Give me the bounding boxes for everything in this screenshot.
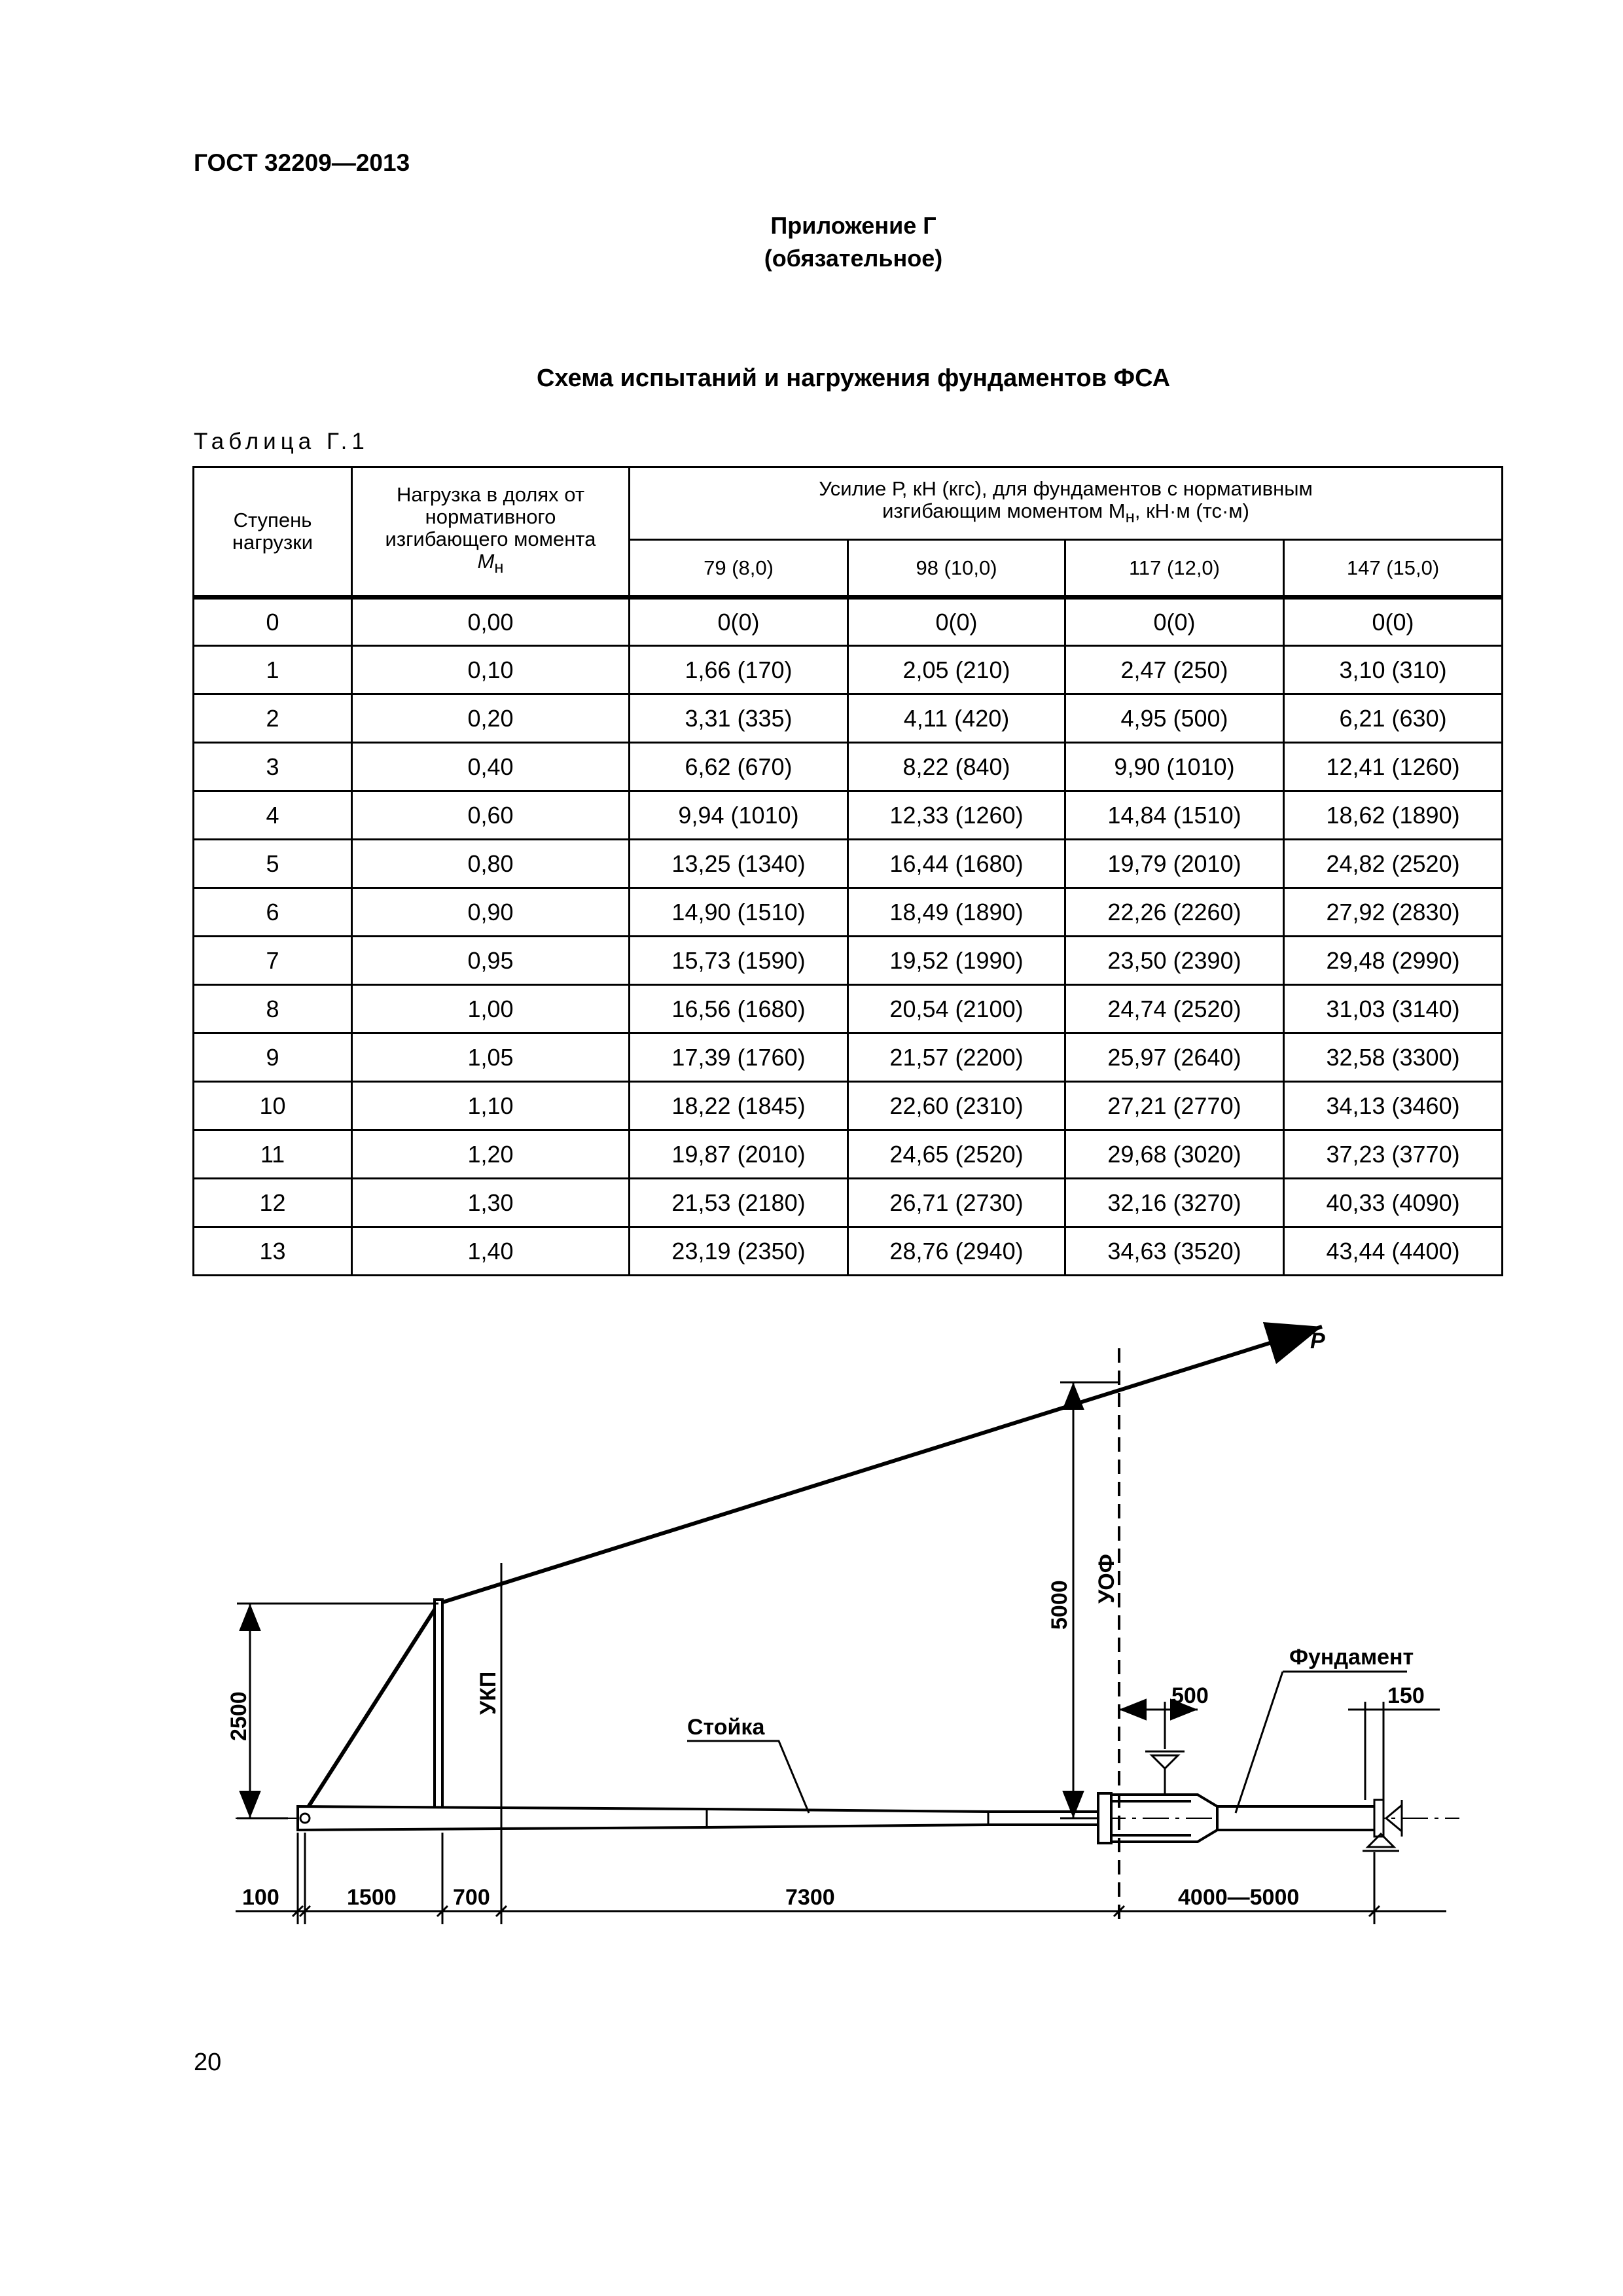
table-cell: 15,73 (1590)	[630, 937, 848, 985]
table-cell: 40,33 (4090)	[1284, 1179, 1503, 1227]
table-cell: 14,84 (1510)	[1065, 791, 1284, 840]
table-cell: 29,68 (3020)	[1065, 1130, 1284, 1179]
table-cell: 22,26 (2260)	[1065, 888, 1284, 937]
table-row	[194, 791, 1503, 840]
table-row	[194, 937, 1503, 985]
table-cell: 0,00	[352, 598, 630, 646]
table-cell: 18,62 (1890)	[1284, 791, 1503, 840]
uof-label: УОФ	[1094, 1554, 1119, 1604]
table-cell: 19,52 (1990)	[848, 937, 1065, 985]
header-force-line2-b: , кН·м (тс·м)	[1134, 499, 1249, 523]
table-cell: 14,90 (1510)	[630, 888, 848, 937]
table-cell: 1,20	[352, 1130, 630, 1179]
table-cell: 0(0)	[1065, 598, 1284, 646]
table-cell: 12	[194, 1179, 352, 1227]
table-cell: 3,31 (335)	[630, 694, 848, 743]
table-cell: 4,11 (420)	[848, 694, 1065, 743]
table-cell: 0,95	[352, 937, 630, 985]
table-cell: 34,13 (3460)	[1284, 1082, 1503, 1130]
support-top-500	[1145, 1751, 1185, 1795]
load-table	[192, 466, 1503, 1276]
header-force-line2-a: изгибающим моментом М	[882, 499, 1126, 523]
header-force-line2	[630, 500, 1501, 528]
table-cell: 0(0)	[848, 598, 1065, 646]
header-force-line1: Усилие Р, кН (кгс), для фундаментов с нормативным	[819, 477, 1313, 501]
table-cell: 13	[194, 1227, 352, 1276]
table-cell: 1,05	[352, 1033, 630, 1082]
table-row	[194, 1130, 1503, 1179]
table-cell: 34,63 (3520)	[1065, 1227, 1284, 1276]
table-row	[194, 1082, 1503, 1130]
table-row	[194, 1033, 1503, 1082]
table-row	[194, 743, 1503, 791]
table-cell: 0	[194, 598, 352, 646]
table-row	[194, 840, 1503, 888]
header-load-fraction-text: Нагрузка в долях от нормативного изгибающего момента	[385, 483, 596, 551]
table-cell: 10	[194, 1082, 352, 1130]
table-row	[194, 888, 1503, 937]
header-force	[630, 467, 1503, 540]
table-cell: 20,54 (2100)	[848, 985, 1065, 1033]
header-moment-98: 98 (10,0)	[848, 540, 1065, 598]
table-cell: 1,40	[352, 1227, 630, 1276]
table-label: Таблица Г.1	[194, 429, 369, 454]
pull-cable	[438, 1327, 1322, 1604]
page-number: 20	[194, 2049, 222, 2076]
header-moment-117: 117 (12,0)	[1065, 540, 1284, 598]
dim-500: 500	[1171, 1683, 1209, 1708]
appendix-status: (обязательное)	[764, 245, 943, 272]
table-cell: 6,21 (630)	[1284, 694, 1503, 743]
table-cell: 26,71 (2730)	[848, 1179, 1065, 1227]
appendix-title: Приложение Г	[770, 212, 936, 239]
dim-4000-5000: 4000—5000	[1178, 1885, 1300, 1910]
dim-1500: 1500	[347, 1885, 397, 1910]
table-cell: 43,44 (4400)	[1284, 1227, 1503, 1276]
header-moment-79: 79 (8,0)	[630, 540, 848, 598]
table-cell: 23,50 (2390)	[1065, 937, 1284, 985]
table-cell: 11	[194, 1130, 352, 1179]
dim-2500: 2500	[226, 1691, 251, 1741]
table-cell: 2,05 (210)	[848, 646, 1065, 694]
document-code: ГОСТ 32209—2013	[194, 149, 410, 176]
table-row	[194, 1227, 1503, 1276]
table-cell: 18,22 (1845)	[630, 1082, 848, 1130]
table-cell: 6	[194, 888, 352, 937]
table-cell: 19,79 (2010)	[1065, 840, 1284, 888]
table-row	[194, 598, 1503, 646]
fundament-label: Фундамент	[1289, 1645, 1414, 1670]
table-cell: 5	[194, 840, 352, 888]
table-cell: 3	[194, 743, 352, 791]
table-cell: 0,60	[352, 791, 630, 840]
table-cell: 1,00	[352, 985, 630, 1033]
table-cell: 0,80	[352, 840, 630, 888]
header-load-fraction-symbol	[353, 550, 628, 579]
table-cell: 17,39 (1760)	[630, 1033, 848, 1082]
table-cell: 0(0)	[1284, 598, 1503, 646]
fundament-leader	[1236, 1672, 1407, 1813]
table-cell: 28,76 (2940)	[848, 1227, 1065, 1276]
foundation	[1217, 1806, 1382, 1830]
table-cell: 24,65 (2520)	[848, 1130, 1065, 1179]
table-cell: 24,74 (2520)	[1065, 985, 1284, 1033]
table-cell: 37,23 (3770)	[1284, 1130, 1503, 1179]
table-cell: 0,10	[352, 646, 630, 694]
table-cell: 24,82 (2520)	[1284, 840, 1503, 888]
table-cell: 13,25 (1340)	[630, 840, 848, 888]
dim-700: 700	[453, 1885, 490, 1910]
header-load-fraction	[352, 467, 630, 598]
stoika-label: Стойка	[687, 1715, 765, 1740]
table-cell: 1,66 (170)	[630, 646, 848, 694]
table-cell: 0,40	[352, 743, 630, 791]
table-cell: 23,19 (2350)	[630, 1227, 848, 1276]
table-cell: 4	[194, 791, 352, 840]
pole-end-pin	[300, 1814, 310, 1823]
ukp-label: УКП	[476, 1671, 501, 1715]
table-cell: 27,92 (2830)	[1284, 888, 1503, 937]
stoika-leader	[687, 1741, 809, 1813]
table-cell: 9,90 (1010)	[1065, 743, 1284, 791]
flange-left	[1098, 1793, 1111, 1843]
table-cell: 29,48 (2990)	[1284, 937, 1503, 985]
table-cell: 25,97 (2640)	[1065, 1033, 1284, 1082]
dim-5000: 5000	[1047, 1580, 1072, 1630]
bottom-dims	[236, 1833, 1446, 1924]
table-cell: 0,20	[352, 694, 630, 743]
dim-7300: 7300	[785, 1885, 835, 1910]
table-cell: 31,03 (3140)	[1284, 985, 1503, 1033]
table-body	[194, 598, 1503, 1276]
foundation-end-plate	[1374, 1800, 1383, 1837]
symbol-sub: н	[494, 558, 504, 577]
table-cell: 16,56 (1680)	[630, 985, 848, 1033]
table-cell: 9,94 (1010)	[630, 791, 848, 840]
pole	[298, 1806, 1106, 1830]
table-cell: 32,58 (3300)	[1284, 1033, 1503, 1082]
symbol-m: М	[477, 550, 495, 573]
table-cell: 8,22 (840)	[848, 743, 1065, 791]
table-cell: 0,90	[352, 888, 630, 937]
appendix-heading	[0, 209, 1623, 275]
table-cell: 8	[194, 985, 352, 1033]
table-cell: 1,10	[352, 1082, 630, 1130]
force-label: P	[1310, 1329, 1325, 1354]
table-cell: 22,60 (2310)	[848, 1082, 1065, 1130]
table-cell: 12,41 (1260)	[1284, 743, 1503, 791]
table-cell: 6,62 (670)	[630, 743, 848, 791]
table-row	[194, 694, 1503, 743]
table-cell: 27,21 (2770)	[1065, 1082, 1284, 1130]
table-cell: 12,33 (1260)	[848, 791, 1065, 840]
table-row	[194, 1179, 1503, 1227]
table-cell: 2,47 (250)	[1065, 646, 1284, 694]
header-moment-147: 147 (15,0)	[1284, 540, 1503, 598]
table-cell: 32,16 (3270)	[1065, 1179, 1284, 1227]
table-row	[194, 985, 1503, 1033]
table-cell: 19,87 (2010)	[630, 1130, 848, 1179]
table-cell: 0(0)	[630, 598, 848, 646]
dim-150: 150	[1387, 1683, 1425, 1708]
table-row	[194, 646, 1503, 694]
table-cell: 16,44 (1680)	[848, 840, 1065, 888]
test-scheme-drawing	[0, 1283, 1623, 2016]
table-cell: 21,57 (2200)	[848, 1033, 1065, 1082]
table-cell: 4,95 (500)	[1065, 694, 1284, 743]
table-cell: 3,10 (310)	[1284, 646, 1503, 694]
table-cell: 9	[194, 1033, 352, 1082]
table-cell: 1,30	[352, 1179, 630, 1227]
table-cell: 1	[194, 646, 352, 694]
table-cell: 21,53 (2180)	[630, 1179, 848, 1227]
header-step	[194, 467, 352, 598]
dim-100: 100	[242, 1885, 279, 1910]
header-force-line2-sub: н	[1125, 508, 1135, 527]
header-step-text: Ступень нагрузки	[232, 509, 313, 554]
table-cell: 2	[194, 694, 352, 743]
table-cell: 7	[194, 937, 352, 985]
scheme-title: Схема испытаний и нагружения фундаментов ФСА	[536, 365, 1171, 392]
brace	[301, 1604, 438, 1818]
table-cell: 18,49 (1890)	[848, 888, 1065, 937]
mast	[435, 1600, 442, 1818]
